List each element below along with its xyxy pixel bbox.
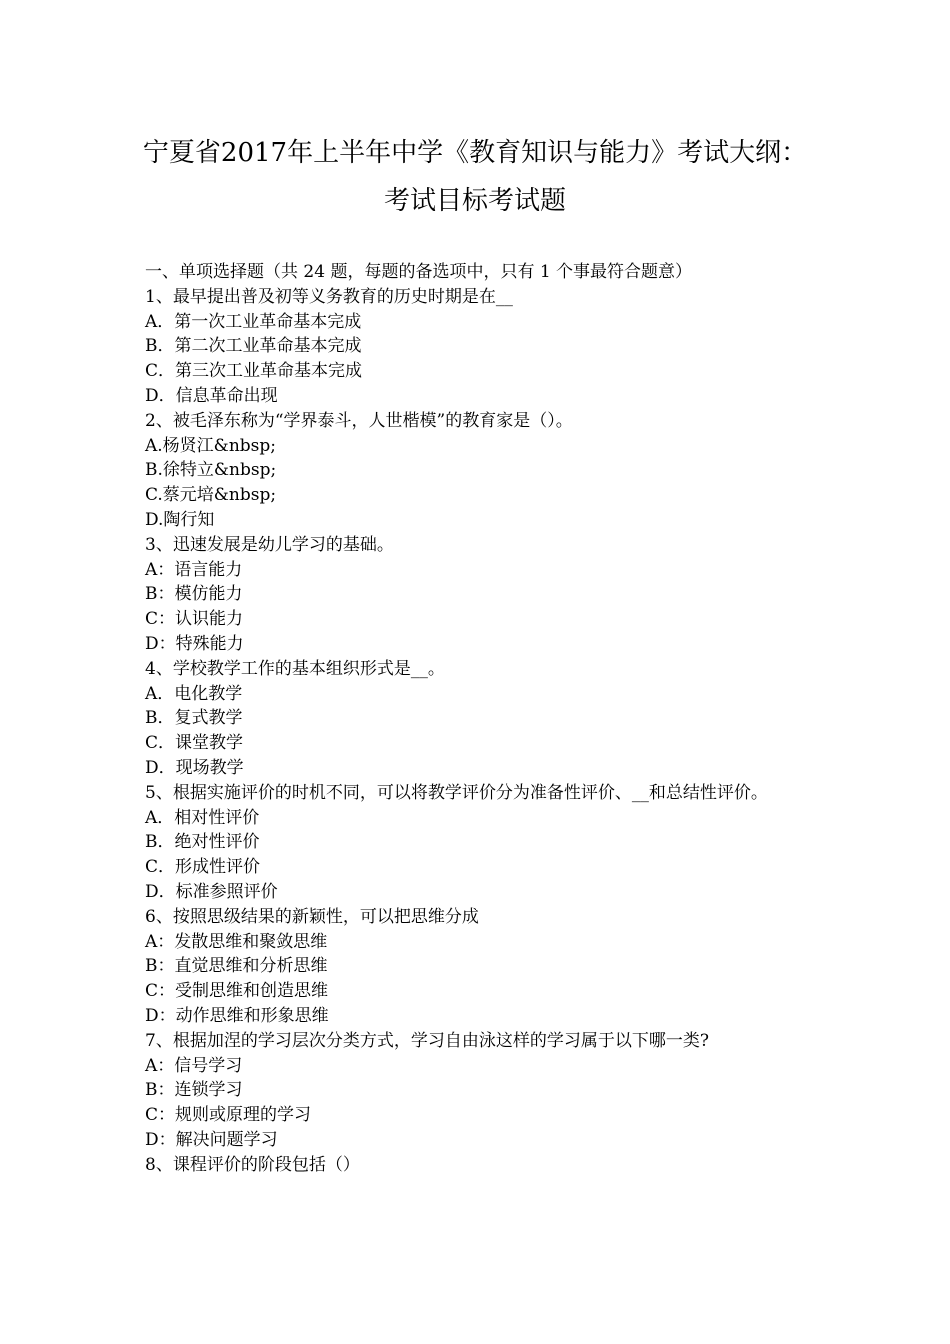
option-b: B．绝对性评价 (145, 832, 260, 853)
section-heading: 一、单项选择题（共 24 题，每题的备选项中，只有 1 个事最符合题意） (145, 262, 693, 282)
option-a: A：发散思维和聚敛思维 (145, 931, 328, 952)
option-d: D．信息革命出现 (145, 385, 278, 406)
option-b: B．第二次工业革命基本完成 (145, 336, 362, 357)
option-d: D：动作思维和形象思维 (145, 1005, 329, 1026)
option-b: B.徐特立&nbsp; (145, 460, 277, 481)
option-c: C：规则或原理的学习 (145, 1105, 312, 1126)
question-text: 4、学校教学工作的基本组织形式是__。 (145, 658, 445, 679)
question-text: 8、课程评价的阶段包括（） (145, 1154, 360, 1175)
question-2 (145, 409, 825, 533)
option-a: A：语言能力 (145, 559, 243, 580)
document-title-line-1: 宁夏省2017年上半年中学《教育知识与能力》考试大纲： (142, 138, 808, 168)
option-d: D：特殊能力 (145, 633, 244, 654)
question-text: 2、被毛泽东称为“学界泰斗，人世楷模”的教育家是（）。 (145, 410, 573, 431)
option-d: D．现场教学 (145, 757, 244, 778)
option-c: C：受制思维和创造思维 (145, 981, 329, 1002)
option-d: D．标准参照评价 (145, 881, 278, 902)
option-a: A：信号学习 (145, 1055, 243, 1076)
option-a: A．电化教学 (145, 683, 243, 704)
question-text: 3、迅速发展是幼儿学习的基础。 (145, 534, 394, 555)
document-title-line-2: 考试目标考试题 (383, 186, 566, 216)
question-7 (145, 1029, 825, 1153)
question-3 (145, 533, 825, 657)
question-6 (145, 905, 825, 1029)
option-b: B：直觉思维和分析思维 (145, 956, 328, 977)
document-body (145, 260, 825, 1177)
question-8 (145, 1153, 825, 1178)
option-c: C：认识能力 (145, 609, 244, 630)
option-c: C．第三次工业革命基本完成 (145, 361, 363, 382)
option-d: D.陶行知 (145, 509, 215, 530)
option-b: B：模仿能力 (145, 584, 243, 605)
option-c: C．课堂教学 (145, 733, 244, 754)
question-text: 5、根据实施评价的时机不同，可以将教学评价分为准备性评价、__和总结性评价。 (145, 782, 768, 803)
option-d: D：解决问题学习 (145, 1129, 278, 1150)
option-c: C．形成性评价 (145, 857, 261, 878)
option-a: A．相对性评价 (145, 807, 260, 828)
option-a: A.杨贤江&nbsp; (145, 435, 276, 456)
question-5 (145, 781, 825, 905)
option-a: A．第一次工业革命基本完成 (145, 311, 362, 332)
option-b: B：连锁学习 (145, 1080, 243, 1101)
option-b: B．复式教学 (145, 708, 243, 729)
question-text: 1、最早提出普及初等义务教育的历史时期是在__ (145, 286, 513, 307)
question-text: 7、根据加涅的学习层次分类方式，学习自由泳这样的学习属于以下哪一类? (145, 1030, 709, 1051)
question-4 (145, 657, 825, 781)
option-c: C.蔡元培&nbsp; (145, 485, 277, 506)
question-1 (145, 285, 825, 409)
question-text: 6、按照思级结果的新颖性，可以把思维分成 (145, 906, 479, 927)
